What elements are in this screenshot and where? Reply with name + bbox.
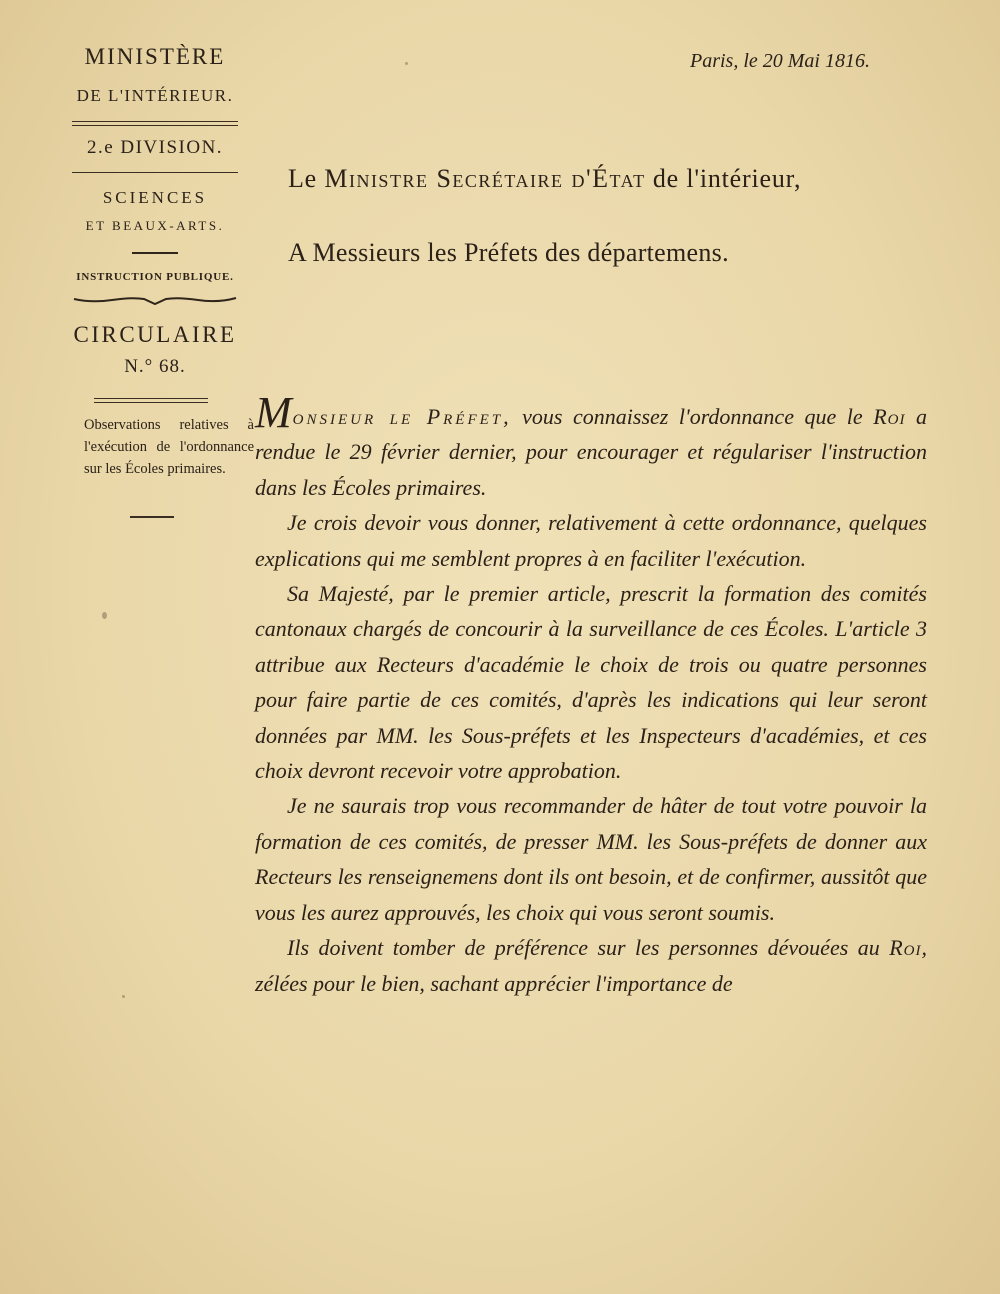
- paragraph: [255, 388, 927, 505]
- drop-cap: M: [255, 388, 292, 437]
- paper-speck: [405, 62, 408, 65]
- section-beaux-arts: ET BEAUX-ARTS.: [85, 218, 225, 233]
- letter-title: [288, 164, 928, 194]
- paragraph-text: vous connaissez l'ordonnance que le: [511, 404, 874, 429]
- roi-word: Roi: [873, 404, 906, 429]
- ornamental-divider: [72, 293, 238, 307]
- paragraph-text: , zélées pour le bien, sachant apprécier l'importance de: [255, 935, 927, 996]
- salutation: onsieur le Préfet,: [292, 404, 512, 429]
- short-rule-divider: [130, 516, 174, 518]
- letter-address: A Messieurs les Préfets des départemens.: [288, 238, 729, 267]
- dateline: Paris, le 20 Mai 1816.: [690, 50, 870, 72]
- paragraph: [255, 930, 927, 1001]
- section-instruction: INSTRUCTION PUBLIQUE.: [76, 271, 234, 283]
- title-le: Le: [288, 164, 325, 193]
- circular-number: N.° 68.: [124, 356, 186, 377]
- double-rule-divider: [94, 398, 208, 403]
- title-rest: de l'intérieur,: [645, 164, 802, 193]
- double-rule-divider: [72, 121, 238, 126]
- ministry-subheading: DE L'INTÉRIEUR.: [76, 86, 234, 105]
- paragraph: Je ne saurais trop vous recommander de hâter de tout votre pouvoir la formation de ces comités, de presser MM. les Sous-préfets de donner aux Recteurs les renseignemens dont ils ont besoin, et de confirmer, aussitôt que vous les aurez approuvés, les choix qui vous seront soumis.: [255, 793, 927, 925]
- paragraph: Sa Majesté, par le premier article, prescrit la formation des comités cantonaux chargés de concourir à la surveillance de ces Écoles. L'article 3 attribue aux Recteurs d'académie le choix de trois ou quatre personnes pour faire partie de ces comités, d'après les indications qui leur seront données par MM. les Sous-préfets et les Inspecteurs d'académies, et ces choix devront recevoir votre approbation.: [255, 581, 927, 784]
- rule-divider: [72, 172, 238, 173]
- paragraph-text: a rendue le 29 février dernier, pour encourager et régulariser l'instruction dans les Écoles primaires.: [255, 404, 927, 500]
- title-minister: Ministre Secrétaire d'État: [324, 164, 646, 193]
- short-rule-divider: [132, 252, 178, 254]
- division-label: 2.e DIVISION.: [86, 137, 224, 158]
- letter-body: [255, 388, 927, 1001]
- roi-word: Roi: [889, 935, 922, 961]
- paragraph: Je crois devoir vous donner, relativement à cette ordonnance, quelques explications qui me semblent propres à en faciliter l'exécution.: [255, 510, 927, 571]
- circular-heading: CIRCULAIRE: [73, 322, 237, 347]
- section-sciences: SCIENCES: [102, 188, 208, 207]
- margin-note: Observations relatives à l'exécution de l'ordonnance sur les Écoles primaires.: [84, 417, 254, 477]
- paper-speck: [122, 995, 125, 998]
- paper-speck: [102, 612, 107, 619]
- paragraph-text: Ils doivent tomber de préférence sur les personnes dévouées au: [287, 935, 890, 961]
- ministry-heading: MINISTÈRE: [84, 44, 226, 69]
